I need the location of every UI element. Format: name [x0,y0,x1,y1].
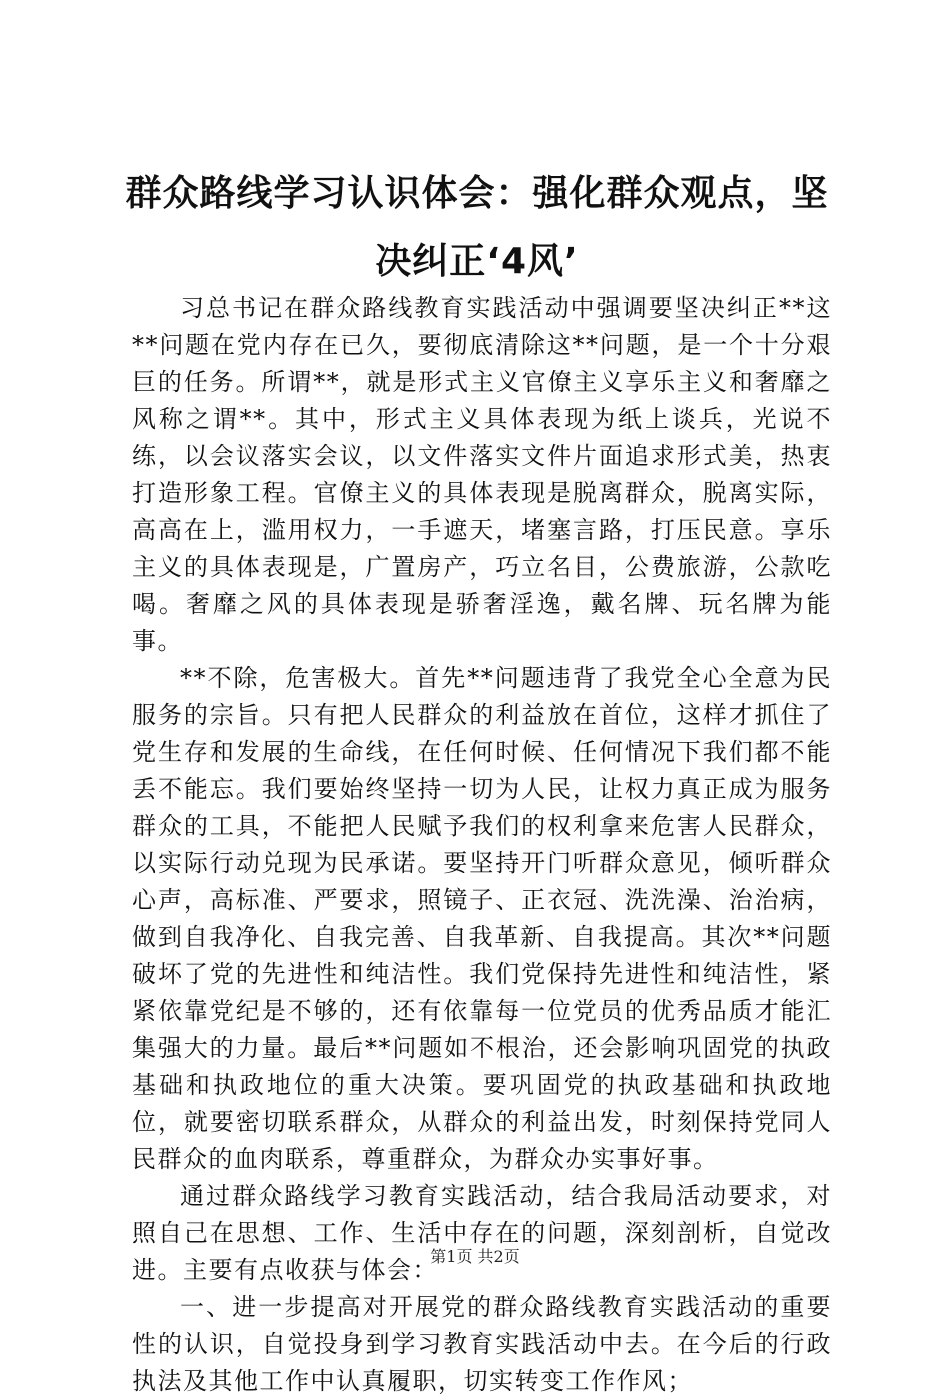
document-title: 群众路线学习认识体会：强化群众观点，坚决纠正‘4风’ [125,173,829,282]
paragraph: 一、进一步提高对开展党的群众路线教育实践活动的重要性的认识，自觉投身到学习教育实践活动中去。在今后的行政执法及其他工作中认真履职，切实转变工作作风； [132,1293,832,1395]
page-footer: 第1页 共2页 [430,1247,520,1266]
paragraph: **不除，危害极大。首先**问题违背了我党全心全意为民服务的宗旨。只有把人民群众的利益放在首位，这样才抓住了党生存和发展的生命线，在任何时候、任何情况下我们都不能丢不能忘。我们要始终坚持一切为人民，让权力真正成为服务群众的工具，不能把人民赋予我们的权利拿来危害人民群众，以实际行动兑现为民承诺。要坚持开门听群众意见，倾听群众心声，高标准、严要求，照镜子、正衣冠、洗洗澡、治治病，做到自我净化、自我完善、自我革新、自我提高。其次**问题破坏了党的先进性和纯洁性。我们党保持先进性和纯洁性，紧紧依靠党纪是不够的，还有依靠每一位党员的优秀品质才能汇集强大的力量。最后**问题如不根治，还会影响巩固党的执政基础和执政地位的重大决策。要巩固党的执政基础和执政地位，就要密切联系群众，从群众的利益出发，时刻保持党同人民群众的血肉联系，尊重群众，为群众办实事好事。 [132,664,832,1173]
paragraph: 习总书记在群众路线教育实践活动中强调要坚决纠正**这**问题在党内存在已久，要彻底清除这**问题，是一个十分艰巨的任务。所谓**，就是形式主义官僚主义享乐主义和奢靡之风称之谓**。其中，形式主义具体表现为纸上谈兵，光说不练，以会议落实会议，以文件落实文件片面追求形式美，热衷打造形象工程。官僚主义的具体表现是脱离群众，脱离实际，高高在上，滥用权力，一手遮天，堵塞言路，打压民意。享乐主义的具体表现是，广置房产，巧立名目，公费旅游，公款吃喝。奢靡之风的具体表现是骄奢淫逸，戴名牌、玩名牌为能事。 [132,294,832,655]
document-body [132,290,832,1400]
paragraph: 通过群众路线学习教育实践活动，结合我局活动要求，对照自己在思想、工作、生活中存在的问题，深刻剖析，自觉改进。主要有点收获与体会： [132,1182,832,1284]
